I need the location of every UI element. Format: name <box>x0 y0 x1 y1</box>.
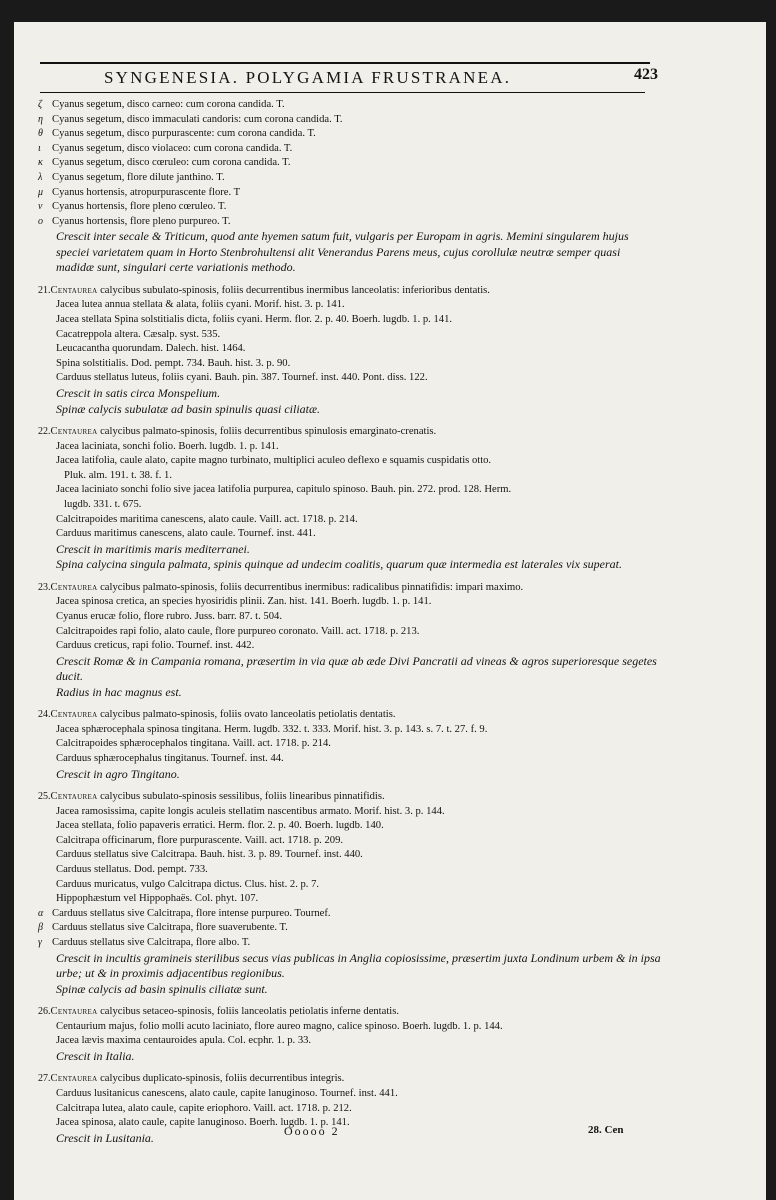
running-header <box>40 62 760 98</box>
variety-mark: ο <box>38 215 43 227</box>
species-diagnosis <box>38 425 766 440</box>
variety-mark: ν <box>38 201 43 213</box>
synonym-line: Cacatreppola altera. Cæsalp. syst. 535. <box>56 328 221 340</box>
synonym-line: Carduus creticus, rapi folio. Tournef. inst. 442. <box>56 640 255 652</box>
variety-mark: α <box>38 907 44 919</box>
variety-text: Cyanus segetum, flore dilute janthino. T. <box>52 171 225 183</box>
species-number: 22. <box>38 426 51 437</box>
synonym-line: Carduus stellatus luteus, foliis cyani. Bauh. pin. 387. Tournef. inst. 440. Pont. diss. 122. <box>56 372 428 384</box>
synonym-line: Cyanus erucæ folio, flore rubro. Juss. barr. 87. t. 504. <box>56 610 282 622</box>
book-page <box>14 22 766 1200</box>
synonym-line: Jacea latifolia, caule alato, capite magno turbinato, multiplici aculeo deflexo e squamis cuspidatis otto. <box>56 455 492 467</box>
synonym-line: Carduus lusitanicus canescens, alato caule, capite lanuginoso. Tournef. inst. 441. <box>56 1088 398 1099</box>
variety-line <box>38 186 766 201</box>
variety-list <box>38 98 766 229</box>
variety-line <box>38 171 766 186</box>
synonym-line: Calcitrapoides maritima canescens, alato caule. Vaill. act. 1718. p. 214. <box>56 513 358 525</box>
variety-line <box>38 98 766 113</box>
variety-line <box>38 113 766 128</box>
variety-text: Carduus stellatus sive Calcitrapa, flore albo. T. <box>52 937 251 949</box>
synonym-line: Jacea laciniata, sonchi folio. Boerh. lugdb. 1. p. 141. <box>56 440 279 452</box>
variety-text: Cyanus segetum, disco purpurascente: cum corona candida. T. <box>52 128 316 140</box>
catchword: 28. Cen <box>588 1124 624 1136</box>
variety-line <box>38 907 766 922</box>
synonym-line: Jacea spinosa cretica, an species hyosiridis plinii. Zan. hist. 141. Boerh. lugdb. 1. p. 141. <box>56 596 432 608</box>
species-diagnosis <box>38 284 766 299</box>
variety-text: Cyanus segetum, disco immaculati candoris: cum corona candida. T. <box>52 113 343 125</box>
observation-line: Spinæ calycis ad basin spinulis ciliatæ sunt. <box>56 981 268 996</box>
variety-line <box>38 142 766 157</box>
diagnosis-text: calycibus subulato-spinosis, foliis decurrentibus inermibus lanceolatis: inferioribus dentatis. <box>100 284 490 296</box>
diagnosis-text: calycibus subulato-spinosis sessilibus, foliis linearibus pinnatifidis. <box>100 791 385 803</box>
variety-mark: κ <box>38 157 43 169</box>
synonym-line: Carduus sphærocephalus tingitanus. Tournef. inst. 44. <box>56 753 284 764</box>
variety-line <box>38 921 766 936</box>
genus-name: Centaurea <box>50 284 98 296</box>
synonym-line: Carduus stellatus. Dod. pempt. 733. <box>56 864 208 876</box>
text-body <box>38 98 766 1146</box>
species-diagnosis <box>38 581 766 596</box>
variety-text: Cyanus hortensis, flore pleno cœruleo. T. <box>52 201 227 213</box>
habitat-line: Crescit in Italia. <box>56 1048 135 1063</box>
variety-line <box>38 215 766 230</box>
variety-text: Cyanus segetum, disco cœruleo: cum corona candida. T. <box>52 157 291 169</box>
species-number: 23. <box>38 581 51 593</box>
running-title: SYNGENESIA. POLYGAMIA FRUSTRANEA. <box>104 68 512 87</box>
habitat-line: Crescit in Lusitania. <box>56 1130 154 1145</box>
species-entry <box>38 1005 766 1064</box>
species-entry <box>38 284 766 417</box>
species-diagnosis <box>38 708 766 723</box>
header-rule-bottom <box>40 92 645 93</box>
genus-name: Centaurea <box>50 709 98 721</box>
habitat-note: Crescit inter secale & Triticum, quod ante hyemen satum fuit, vulgaris per Europam in agris. Memini singularem hujus speciei varietatem quam in Horto Stenbrohultensi alit Venerandus Parens meus, cujus corollulæ neutræ semper quasi madidæ sunt, singulari certe variationis methodo. <box>56 229 629 275</box>
synonym-line: Jacea stellata, folio papaveris erratici. Herm. flor. 2. p. 40. Boerh. lugdb. 140. <box>56 820 384 832</box>
synonym-line: Calcitrapoides rapi folio, alato caule, flore purpureo coronato. Vaill. act. 1718. p. 213. <box>56 625 420 637</box>
species-entry <box>38 790 766 997</box>
synonym-line: Jacea spinosa, alato caule, capite lanuginoso. Boerh. lugdb. 1. p. 141. <box>56 1117 350 1129</box>
observation-line: Radius in hac magnus est. <box>56 684 182 699</box>
diagnosis-text: calycibus palmato-spinosis, foliis decurrentibus spinulosis emarginato-crenatis. <box>100 426 437 437</box>
species-number: 26. <box>38 1006 51 1018</box>
variety-text: Cyanus hortensis, flore pleno purpureo. T. <box>52 215 231 227</box>
variety-line <box>38 936 766 951</box>
variety-text: Cyanus hortensis, atropurpurascente flore. T <box>52 186 241 198</box>
genus-name: Centaurea <box>50 581 98 593</box>
synonym-line: Leucacantha quorundam. Dalech. hist. 1464. <box>56 343 246 355</box>
synonym-line: Jacea laciniato sonchi folio sive jacea latifolia purpurea, capitulo spinoso. Bauh. pin. 272. prod. 128. Herm. <box>56 484 512 496</box>
synonym-line: Carduus muricatus, vulgo Calcitrapa dictus. Clus. hist. 2. p. 7. <box>56 878 320 890</box>
variety-mark: γ <box>38 937 42 949</box>
synonym-line: Calcitrapoides sphærocephalos tingitana. Vaill. act. 1718. p. 214. <box>56 738 331 750</box>
habitat-line: Crescit Romæ & in Campania romana, præsertim in via quæ ab æde Divi Pancratii ad vineas & agros superioresque segetes ducit. <box>56 653 657 684</box>
synonym-line: Jacea ramosissima, capite longis aculeis stellatim nascentibus armato. Morif. hist. 3. p. 144. <box>56 805 445 817</box>
species-entry <box>38 425 766 573</box>
variety-text: Cyanus segetum, disco carneo: cum corona candida. T. <box>52 99 285 110</box>
synonym-line: Jacea stellata Spina solstitialis dicta, foliis cyani. Herm. flor. 2. p. 40. Boerh. lugdb. 1. p. 141. <box>56 314 453 326</box>
synonym-line: Hippophæstum vel Hippophaës. Col. phyt. 107. <box>56 893 259 905</box>
synonym-line: Jacea lutea annua stellata & alata, foliis cyani. Morif. hist. 3. p. 141. <box>56 299 345 311</box>
variety-line <box>38 127 766 142</box>
variety-text: Carduus stellatus sive Calcitrapa, flore intense purpureo. Tournef. <box>52 907 331 919</box>
observation-line: Spinæ calycis subulatæ ad basin spinulis quasi ciliatæ. <box>56 401 321 416</box>
variety-text: Carduus stellatus sive Calcitrapa, flore suaverubente. T. <box>52 922 288 934</box>
species-diagnosis <box>38 1005 766 1020</box>
species-diagnosis <box>38 1072 766 1087</box>
variety-mark: β <box>38 922 43 934</box>
habitat-line: Crescit in agro Tingitano. <box>56 766 180 781</box>
variety-mark: ι <box>38 142 41 154</box>
species-diagnosis <box>38 790 766 805</box>
variety-mark: ζ <box>38 99 43 110</box>
genus-name: Centaurea <box>50 426 98 437</box>
variety-mark: θ <box>38 128 43 140</box>
diagnosis-text: calycibus palmato-spinosis, foliis ovato lanceolatis petiolatis dentatis. <box>100 709 396 721</box>
species-number: 24. <box>38 709 51 721</box>
observation-line: Spina calycina singula palmata, spinis quinque ad undecim coalitis, quarum quæ intermedia est laterales vix superat. <box>56 557 622 572</box>
species-number: 27. <box>38 1073 51 1085</box>
species-entry <box>38 708 766 782</box>
diagnosis-text: calycibus setaceo-spinosis, foliis lanceolatis petiolatis inferne dentatis. <box>100 1006 399 1018</box>
genus-name: Centaurea <box>50 1073 98 1085</box>
variety-mark: μ <box>38 186 44 198</box>
synonym-line: Jacea sphærocephala spinosa tingitana. Herm. lugdb. 332. t. 333. Morif. hist. 3. p. 143. s. 7. t. 27. f. 9. <box>56 723 488 735</box>
species-entry <box>38 581 766 700</box>
species-number: 21. <box>38 284 51 296</box>
variety-line <box>38 156 766 171</box>
genus-name: Centaurea <box>50 791 98 803</box>
synonym-line: Jacea lævis maxima centauroides apula. Col. ecphr. 1. p. 33. <box>56 1035 312 1047</box>
diagnosis-text: calycibus palmato-spinosis, foliis decurrentibus inermibus: radicalibus pinnatifidis: impari maximo. <box>100 581 524 593</box>
habitat-line: Crescit in maritimis maris mediterranei. <box>56 541 250 556</box>
habitat-line: Crescit in satis circa Monspelium. <box>56 386 221 400</box>
header-rule-top <box>40 62 650 64</box>
synonym-line: Calcitrapa lutea, alato caule, capite eriophoro. Vaill. act. 1718. p. 212. <box>56 1102 352 1114</box>
synonym-line: Calcitrapa officinarum, flore purpurascente. Vaill. act. 1718. p. 209. <box>56 834 344 846</box>
synonym-line: Spina solstitialis. Dod. pempt. 734. Bauh. hist. 3. p. 90. <box>56 357 291 369</box>
species-number: 25. <box>38 791 51 803</box>
variety-line <box>38 200 766 215</box>
synonym-line: Pluk. alm. 191. t. 38. f. 1. <box>64 469 172 481</box>
synonym-line: Centaurium majus, folio molli acuto laciniato, flore aureo magno, calice spinoso. Boerh. lugdb. 1. p. 144. <box>56 1020 503 1032</box>
diagnosis-text: calycibus duplicato-spinosis, foliis decurrentibus integris. <box>100 1073 345 1085</box>
species-entry <box>38 1072 766 1146</box>
signature-mark: Ooooo 2 <box>284 1124 340 1138</box>
genus-name: Centaurea <box>50 1006 98 1018</box>
synonym-line: lugdb. 331. t. 675. <box>64 498 142 510</box>
page-number: 423 <box>634 66 658 83</box>
variety-mark: η <box>38 113 43 125</box>
synonym-line: Carduus stellatus sive Calcitrapa. Bauh. hist. 3. p. 89. Tournef. inst. 440. <box>56 849 363 861</box>
habitat-line: Crescit in incultis gramineis sterilibus secus vias publicas in Anglia copiosissime, præsertim juxta Londinum urbem & in ipsa urbe; ut & in proximis adjacentibus regionibus. <box>56 950 661 981</box>
synonym-line: Carduus maritimus canescens, alato caule. Tournef. inst. 441. <box>56 528 316 540</box>
variety-text: Cyanus segetum, disco violaceo: cum corona candida. T. <box>52 142 293 154</box>
variety-mark: λ <box>38 171 43 183</box>
